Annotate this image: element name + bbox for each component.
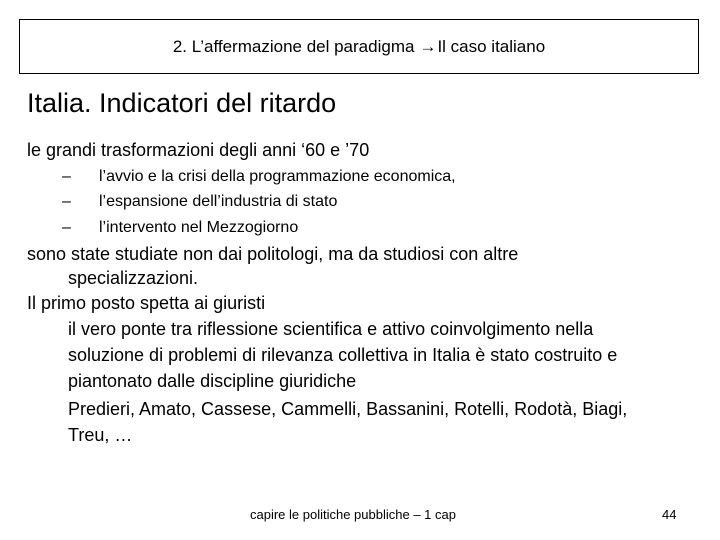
right-arrow-icon: →: [419, 36, 437, 56]
para1-line1: sono state studiate non dai politologi, ma da studiosi con altre: [27, 244, 519, 264]
page-number: 44: [662, 507, 677, 522]
header-text-after: Il caso italiano: [437, 36, 546, 56]
para2-detail-line: piantonato dalle discipline giuridiche: [68, 371, 357, 391]
names-line: Predieri, Amato, Cassese, Cammelli, Bassanini, Rotelli, Rodotà, Biagi,: [68, 399, 628, 419]
dash-bullet: –: [62, 193, 71, 210]
sub-item-text: l’espansione dell’industria di stato: [99, 193, 338, 210]
footer-caption: capire le politiche pubbliche – 1 cap: [250, 507, 456, 522]
names-line: Treu, …: [68, 425, 133, 445]
para2-lead: Il primo posto spetta ai giuristi: [27, 293, 266, 313]
para1-line2: specializzazioni.: [68, 268, 199, 288]
para2-detail-line: soluzione di problemi di rilevanza collettiva in Italia è stato costruito e: [68, 345, 618, 365]
section-header: [19, 19, 699, 74]
para2-detail-line: il vero ponte tra riflessione scientifica e attivo coinvolgimento nella: [68, 319, 594, 339]
sub-item-text: l’intervento nel Mezzogiorno: [99, 219, 299, 236]
sub-item-text: l’avvio e la crisi della programmazione economica,: [99, 168, 456, 185]
intro-text: le grandi trasformazioni degli anni ‘60 e ’70: [27, 140, 370, 160]
header-text-before: 2. L’affermazione del paradigma: [172, 36, 415, 56]
dash-bullet: –: [62, 168, 71, 185]
dash-bullet: –: [62, 219, 71, 236]
slide-title: Italia. Indicatori del ritardo: [27, 88, 337, 118]
